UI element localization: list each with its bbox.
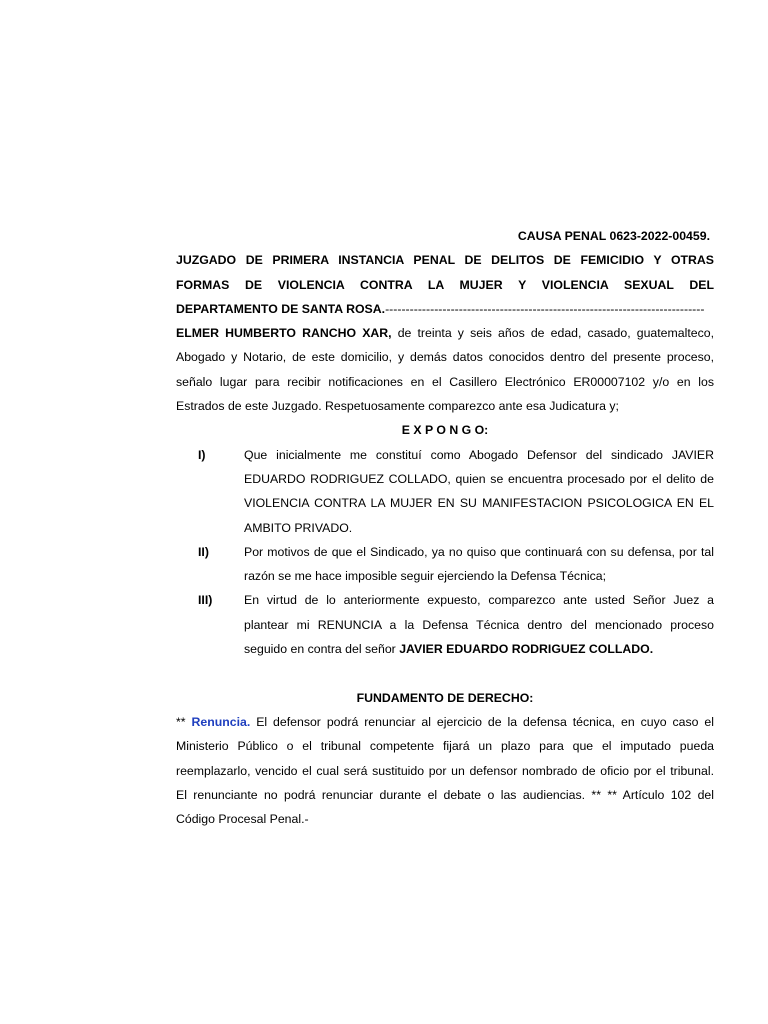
stars-marker: ** — [176, 714, 192, 729]
item-line: Que inicialmente me constituí como Abogado Defensor del sindicado JAVIER — [244, 447, 714, 462]
court-header-last-line — [176, 297, 714, 321]
item-number: I) — [198, 447, 206, 462]
document-page — [176, 224, 714, 831]
intro-line: señalo lugar para recibir notificaciones en el Casillero Electrónico ER00007102 y/o en los — [176, 374, 714, 389]
fundamento-text: El defensor podrá renunciar al ejercicio de la defensa técnica, en cuyo caso el — [250, 714, 714, 729]
item-line: plantear mi RENUNCIA a la Defensa Técnica dentro del mencionado proceso — [244, 617, 714, 632]
list-item — [176, 443, 714, 540]
lawyer-name: ELMER HUMBERTO RANCHO XAR, — [176, 326, 392, 341]
item-line: Por motivos de que el Sindicado, ya no quiso que continuará con su defensa, por tal — [244, 544, 714, 559]
list-item — [176, 540, 714, 589]
item-text — [244, 588, 714, 661]
item-line: razón se me hace imposible seguir ejerciendo la Defensa Técnica; — [244, 569, 607, 584]
item-line — [244, 637, 714, 661]
separator-dashes: ------------------------------------------------------------------------------ — [385, 301, 705, 316]
blank-line — [176, 661, 714, 685]
list-item — [176, 588, 714, 661]
fundamento-line: El renunciante no podrá renunciar durante el debate o las audiencias. ** ** Artículo 102 del — [176, 787, 714, 802]
fundamento-line: reemplazarlo, vencido el cual será sustituido por un defensor nombrado de oficio por el tribunal. — [176, 763, 714, 778]
intro-line — [176, 321, 714, 345]
section-title: FUNDAMENTO DE DERECHO: — [356, 690, 534, 705]
item-line-text: seguido en contra del señor — [244, 642, 400, 657]
renuncia-keyword: Renuncia. — [191, 714, 251, 729]
item-text — [244, 540, 714, 589]
fundamento-line — [176, 710, 714, 734]
expongo-heading: E X P O N G O: — [401, 423, 489, 438]
item-line: En virtud de lo anteriormente expuesto, comparezco ante usted Señor Juez a — [244, 593, 714, 608]
case-number: CAUSA PENAL 0623-2022-00459. — [517, 229, 710, 243]
item-text — [244, 443, 714, 540]
item-line: VIOLENCIA CONTRA LA MUJER EN SU MANIFESTACION PSICOLOGICA EN EL — [244, 496, 714, 511]
intro-line: Abogado y Notario, de este domicilio, y demás datos conocidos dentro del presente proceso, — [176, 350, 714, 365]
item-line: EDUARDO RODRIGUEZ COLLADO, quien se encuentra procesado por el delito de — [244, 471, 714, 486]
item-line: AMBITO PRIVADO. — [244, 520, 353, 535]
intro-text: de treinta y seis años de edad, casado, guatemalteco, — [391, 326, 714, 341]
fundamento-line: Código Procesal Penal.- — [176, 812, 309, 827]
court-department: DEPARTAMENTO DE SANTA ROSA. — [176, 301, 386, 316]
intro-line: Estrados de este Juzgado. Respetuosamente comparezco ante esa Judicatura y; — [176, 399, 619, 414]
defendant-name: JAVIER EDUARDO RODRIGUEZ COLLADO. — [399, 642, 654, 657]
court-header-line: FORMAS DE VIOLENCIA CONTRA LA MUJER Y VIOLENCIA SEXUAL DEL — [176, 277, 714, 292]
item-number: II) — [198, 544, 209, 559]
fundamento-line: Ministerio Público o el tribunal competente fijará un plazo para que el imputado pueda — [176, 739, 714, 754]
court-header-line: JUZGADO DE PRIMERA INSTANCIA PENAL DE DELITOS DE FEMICIDIO Y OTRAS — [176, 253, 714, 268]
item-number: III) — [198, 593, 213, 608]
